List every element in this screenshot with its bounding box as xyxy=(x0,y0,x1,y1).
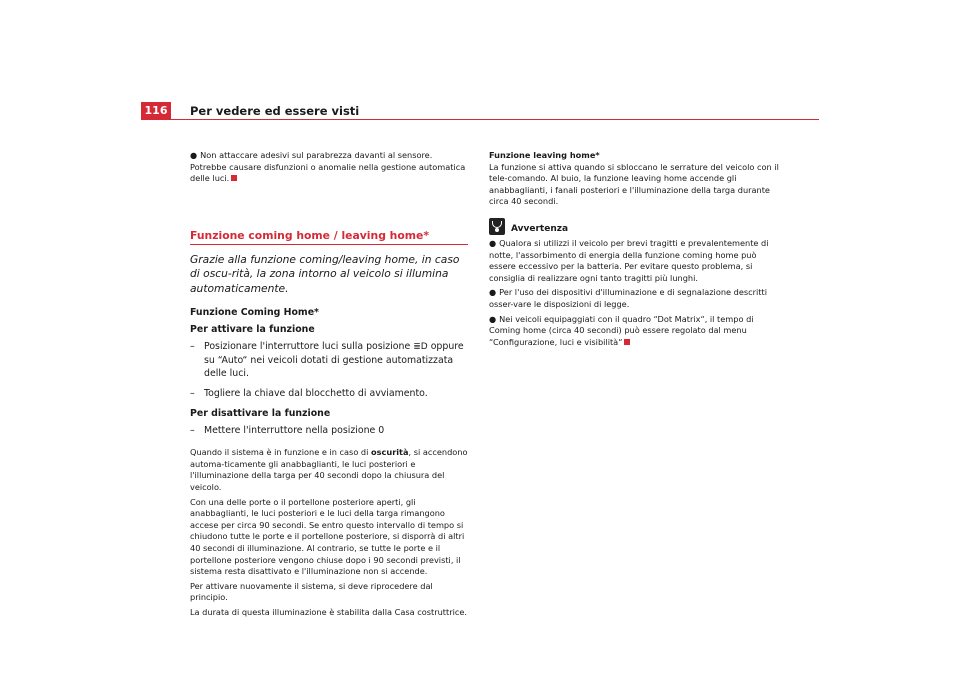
left-column xyxy=(190,150,468,622)
section-title: Funzione coming home / leaving home* xyxy=(190,229,468,245)
paragraph: Con una delle porte o il portellone posteriore aperti, gli anabbaglianti, le luci posteriori e le luci della targa rimangono accese per circa 90 secondi. Se entro questo intervallo di tempo si chiudono tutte le porte e il portellone posteriore, si disporrà di altri 40 secondi di illuminazione. Al contrario, se tutte le porte e il portellone posteriore vengono chiuse dopo i 90 secondi previsti, il sistema resta disattivato e l'illuminazione non si accende. xyxy=(190,496,465,577)
note-item: ● Per l'uso dei dispositivi d'illuminazione e di segnalazione descritti osser-vare le disposizioni di legge. xyxy=(489,287,767,309)
leaving-home-text: La funzione si attiva quando si sbloccano le serrature del veicolo con il tele-comando. Al buio, la funzione leaving home accende gli anabbaglianti, i fanali posteriori e l'illuminazione della targa durante circa 40 secondi. xyxy=(489,161,779,207)
deactivate-heading: Per disattivare la funzione xyxy=(190,408,331,420)
low-beam-icon: ≣D xyxy=(413,342,428,353)
body-text xyxy=(190,447,468,618)
running-header-title: Per vedere ed essere visti xyxy=(190,104,360,118)
paragraph: La durata di questa illuminazione è stabilita dalla Casa costruttrice. xyxy=(190,607,467,617)
paragraph: Quando il sistema è in funzione e in caso di oscurità, si accendono automa-ticamente gli anabbaglianti, le luci posteriori e l'illuminazione della targa per 40 secondi dopo la chiusura del veicolo. xyxy=(190,447,468,493)
end-of-section-icon xyxy=(624,339,630,345)
bullet-icon: ● xyxy=(190,150,198,160)
bullet-icon: ● xyxy=(489,287,497,298)
note-info-icon xyxy=(489,218,505,235)
step-3: – Mettere l'interruttore nella posizione 0 xyxy=(190,425,385,437)
bullet-icon: ● xyxy=(489,237,497,248)
page-number: 116 xyxy=(141,102,171,119)
note-title: Avvertenza xyxy=(511,223,569,234)
note-header xyxy=(489,218,779,235)
paragraph: Per attivare nuovamente il sistema, si deve riprocedere dal principio. xyxy=(190,580,433,603)
leaving-home-heading: Funzione leaving home* xyxy=(489,150,600,160)
step-2: – Togliere la chiave dal blocchetto di avviamento. xyxy=(190,388,428,400)
sensor-note: ● Non attaccare adesivi sul parabrezza davanti al sensore. Potrebbe causare disfunzioni o anomalie nella gestione automatica delle luci. xyxy=(190,150,466,184)
coming-home-heading: Funzione Coming Home* xyxy=(190,307,319,319)
end-of-section-icon xyxy=(231,175,237,181)
step-1: – Posizionare l'interruttore luci sulla posizione ≣D oppure su “Auto“ nei veicoli dotati di gestione automatizzata delle luci. xyxy=(190,341,464,380)
section-lead: Grazie alla funzione coming/leaving home, in caso di oscu-rità, la zona intorno al veicolo si illumina automaticamente. xyxy=(190,252,460,295)
note-item: ● Qualora si utilizzi il veicolo per brevi tragitti e prevalentemente di notte, l'assorbimento di energia della funzione coming home può essere eccessivo per la batteria. Per evitare questo problema, si consiglia di realizzare ogni tanto tragitti più lunghi. xyxy=(489,237,769,283)
bullet-icon: ● xyxy=(489,313,497,324)
header-rule xyxy=(141,119,819,120)
right-column xyxy=(489,150,779,351)
note-item: ● Nei veicoli equipaggiati con il quadro “Dot Matrix“, il tempo di Coming home (circa 40 secondi) può essere regolato dal menu “Configurazione, luci e visibilità“ xyxy=(489,313,754,347)
activate-heading: Per attivare la funzione xyxy=(190,324,315,336)
